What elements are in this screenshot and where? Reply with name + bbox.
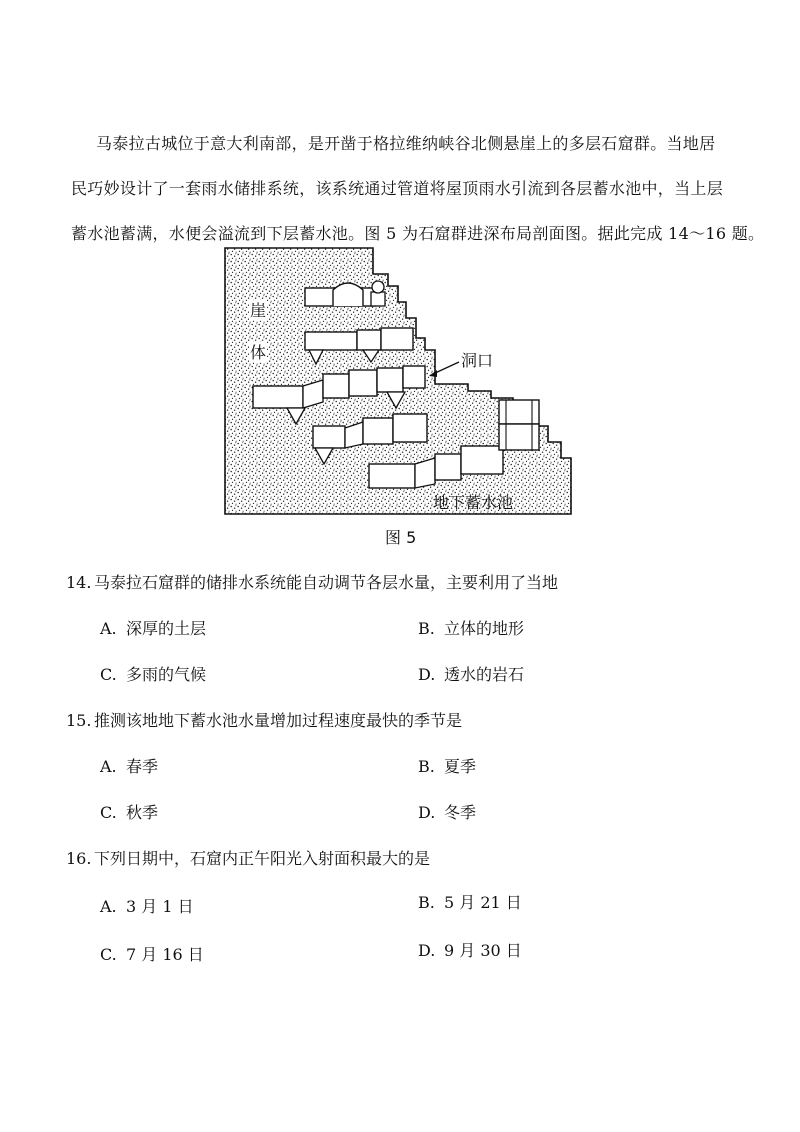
intro-paragraph bbox=[71, 121, 765, 256]
option-15-b[interactable] bbox=[418, 754, 476, 777]
cliff-label: 崖 bbox=[250, 301, 267, 320]
option-text: 秋季 bbox=[126, 803, 159, 822]
option-text: 3 月 1 日 bbox=[126, 897, 194, 916]
option-text: 立体的地形 bbox=[444, 619, 525, 638]
building bbox=[499, 400, 539, 424]
option-16-a[interactable] bbox=[100, 894, 194, 917]
option-letter: B. bbox=[418, 893, 435, 912]
cave-room bbox=[363, 418, 393, 444]
figure-5-cave-cross-section bbox=[223, 246, 578, 518]
cave-room bbox=[377, 368, 403, 392]
question-14 bbox=[66, 570, 558, 593]
option-14-c[interactable] bbox=[100, 662, 206, 685]
option-16-c[interactable] bbox=[100, 942, 204, 965]
option-letter: A. bbox=[100, 897, 117, 916]
cave-room bbox=[305, 332, 357, 350]
option-text: 多雨的气候 bbox=[126, 665, 207, 684]
option-15-a[interactable] bbox=[100, 754, 158, 777]
option-16-b[interactable] bbox=[418, 890, 522, 913]
option-letter: D. bbox=[418, 803, 436, 822]
opening-label: 洞口 bbox=[461, 351, 494, 370]
intro-line: 马泰拉古城位于意大利南部，是开凿于格拉维纳峡谷北侧悬崖上的多层石窟群。当地居 bbox=[96, 134, 716, 153]
question-stem: 推测该地地下蓄水池水量增加过程速度最快的季节是 bbox=[94, 711, 463, 730]
reservoir-label: 地下蓄水池 bbox=[433, 493, 514, 512]
question-stem: 下列日期中，石窟内正午阳光入射面积最大的是 bbox=[94, 849, 431, 868]
figure-caption: 图 5 bbox=[385, 528, 417, 547]
cave-section-diagram bbox=[223, 246, 578, 518]
option-text: 春季 bbox=[126, 757, 159, 776]
cave-arch bbox=[333, 283, 363, 306]
option-text: 冬季 bbox=[444, 803, 477, 822]
intro-line: 蓄水池蓄满，水便会溢流到下层蓄水池。图 5 为石窟群进深布局剖面图。据此完成 14～16 题。 bbox=[71, 224, 765, 243]
option-letter: D. bbox=[418, 941, 436, 960]
intro-line: 民巧妙设计了一套雨水储排系统，该系统通过管道将屋顶雨水引流到各层蓄水池中，当上层 bbox=[71, 179, 724, 198]
cave-room bbox=[349, 370, 377, 396]
cave-room bbox=[323, 374, 349, 398]
option-15-c[interactable] bbox=[100, 800, 158, 823]
cave-room bbox=[369, 464, 415, 488]
cliff-label: 体 bbox=[250, 343, 267, 362]
cave-room bbox=[357, 330, 381, 350]
cave-room bbox=[253, 386, 303, 408]
question-stem: 马泰拉石窟群的储排水系统能自动调节各层水量，主要利用了当地 bbox=[94, 573, 559, 592]
question-15 bbox=[66, 708, 462, 731]
option-text: 9 月 30 日 bbox=[444, 941, 522, 960]
option-letter: B. bbox=[418, 757, 435, 776]
question-number: 16. bbox=[66, 849, 92, 868]
option-letter: B. bbox=[418, 619, 435, 638]
cave-room bbox=[393, 414, 427, 442]
option-letter: A. bbox=[100, 757, 117, 776]
cave-passage bbox=[415, 458, 435, 488]
option-letter: C. bbox=[100, 803, 117, 822]
cave-room bbox=[371, 292, 385, 306]
option-16-d[interactable] bbox=[418, 938, 522, 961]
building bbox=[499, 424, 539, 450]
cave-room bbox=[461, 446, 503, 474]
option-text: 透水的岩石 bbox=[444, 665, 525, 684]
cave-room bbox=[313, 426, 345, 448]
option-text: 5 月 21 日 bbox=[444, 893, 522, 912]
question-number: 14. bbox=[66, 573, 92, 592]
option-text: 7 月 16 日 bbox=[126, 945, 204, 964]
option-text: 夏季 bbox=[444, 757, 477, 776]
option-14-a[interactable] bbox=[100, 616, 206, 639]
option-letter: A. bbox=[100, 619, 117, 638]
question-number: 15. bbox=[66, 711, 92, 730]
option-14-d[interactable] bbox=[418, 662, 524, 685]
option-15-d[interactable] bbox=[418, 800, 476, 823]
cave-room bbox=[403, 366, 425, 388]
cave-room bbox=[381, 328, 413, 350]
option-text: 深厚的土层 bbox=[126, 619, 207, 638]
option-letter: C. bbox=[100, 665, 117, 684]
cave-room bbox=[435, 454, 461, 480]
question-16 bbox=[66, 846, 430, 869]
option-letter: C. bbox=[100, 945, 117, 964]
option-letter: D. bbox=[418, 665, 436, 684]
option-14-b[interactable] bbox=[418, 616, 524, 639]
